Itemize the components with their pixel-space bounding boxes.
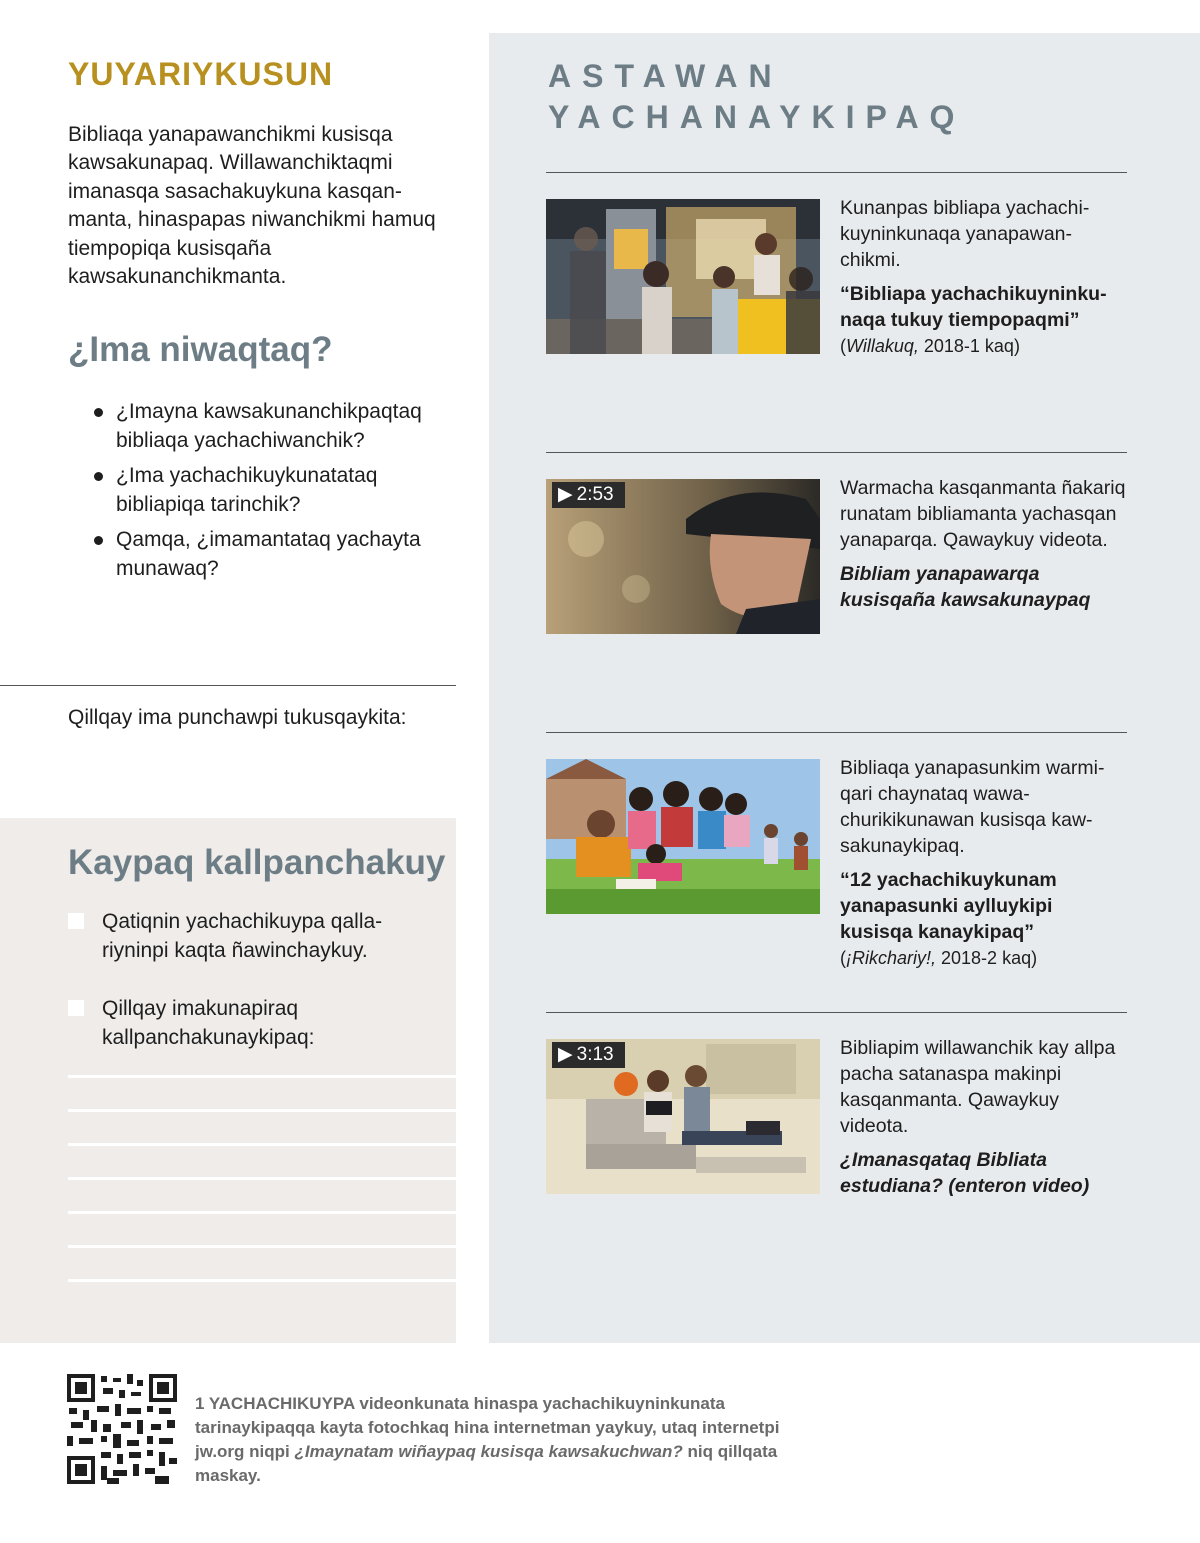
resource-item <box>840 475 1130 613</box>
resource-description: Warmacha kasqanmanta ñakariq runatam bibliamanta yachasqan yanaparqa. Qawaykuy videota. <box>840 477 1126 551</box>
resource-source <box>840 333 1130 359</box>
writing-lines[interactable] <box>68 1075 456 1313</box>
issue: 2018-2 kaq) <box>936 948 1038 968</box>
goal-task[interactable] <box>68 994 448 1052</box>
divider <box>546 452 1127 453</box>
resource-description: Bibliaqa yanapasunkim warmi-qari chaynataq wawa-churikikunawan kusisqa kaw-sakunaykipaq. <box>840 757 1105 857</box>
bullet-icon <box>94 536 103 545</box>
divider <box>546 732 1127 733</box>
completion-date-label: Qillqay ima punchawpi tukusqaykita: <box>68 706 407 729</box>
more-heading-line: ASTAWAN <box>548 58 783 94</box>
writing-line[interactable] <box>68 1109 456 1112</box>
resource-title-link[interactable]: “Bibliapa yachachikuyninku-naqa tukuy tiempopaqmi” <box>840 283 1107 331</box>
play-icon: ▶ <box>558 484 573 505</box>
video-thumbnail[interactable] <box>546 1039 820 1194</box>
question-text: ¿Ima yachachikuykunatataq bibliapiqa tarinchik? <box>116 464 378 516</box>
review-heading: YUYARIYKUSUN <box>68 56 334 92</box>
family-photo[interactable] <box>546 759 820 914</box>
writing-line[interactable] <box>68 1177 456 1180</box>
divider <box>546 1012 1127 1013</box>
video-thumbnail[interactable] <box>546 479 820 634</box>
resource-item <box>840 195 1130 359</box>
issue: 2018-1 kaq) <box>918 336 1020 356</box>
writing-line[interactable] <box>68 1143 456 1146</box>
goal-task[interactable] <box>68 907 448 965</box>
resource-title-link[interactable]: ¿Imanasqataq Bibliata estudiana? (enteron video) <box>840 1149 1090 1197</box>
goal-heading: Kaypaq kallpanchakuy <box>68 843 446 882</box>
bullet-icon <box>94 408 103 417</box>
train-station-photo[interactable] <box>546 199 820 354</box>
resource-item <box>840 755 1130 971</box>
footer-italic-text: ¿Imaynatam wiñaypaq kusisqa kawsakuchwan? <box>294 1442 683 1461</box>
resource-source <box>840 945 1130 971</box>
writing-line[interactable] <box>68 1211 456 1214</box>
paren: ( <box>840 948 846 968</box>
resource-title-link[interactable]: “12 yachachikuykunam yanapasunki aylluykipi kusisqa kanaykipaq” <box>840 869 1057 943</box>
video-duration-badge <box>552 482 625 508</box>
resource-item <box>840 1035 1130 1199</box>
footer-text: niq qillqata maskay. <box>195 1442 778 1485</box>
qr-code[interactable] <box>67 1374 177 1484</box>
checkbox-icon[interactable] <box>68 913 84 929</box>
writing-line[interactable] <box>68 1279 456 1282</box>
play-icon: ▶ <box>558 1044 573 1065</box>
question-item <box>90 462 460 519</box>
publication-name: Willakuq, <box>846 336 919 356</box>
footer-note <box>195 1392 815 1488</box>
duration-text: 2:53 <box>576 484 614 505</box>
publication-name: ¡Rikchariy!, <box>846 948 937 968</box>
question-text: Qamqa, ¿imamantataq yachayta munawaq? <box>116 528 421 580</box>
paren: ( <box>840 336 846 356</box>
writing-line[interactable] <box>68 1245 456 1248</box>
resource-description: Bibliapim willawanchik kay allpa pacha satanaspa makinpi kasqanmanta. Qawaykuy videota. <box>840 1037 1116 1137</box>
review-paragraph: Bibliaqa yanapawanchikmi kusisqa kawsakunapaq. Willawanchiktaqmi imanasqa sasachakuykuna kasqan-manta, hinaspapas niwanchikmi hamuq tiempopiqa kusisqaña kawsakunanchikmanta. <box>68 123 436 289</box>
bullet-icon <box>94 472 103 481</box>
checkbox-icon[interactable] <box>68 1000 84 1016</box>
more-heading <box>548 56 965 138</box>
resource-title-link[interactable]: Bibliam yanapawarqa kusisqaña kawsakunaypaq <box>840 563 1091 611</box>
video-duration-badge <box>552 1042 625 1068</box>
duration-text: 3:13 <box>576 1044 614 1065</box>
question-text: ¿Imayna kawsakunanchikpaqtaq bibliaqa yachachiwanchik? <box>116 400 422 452</box>
footer-text: 1 YACHACHIKUYPA videonkunata hinaspa yachachikuyninkunata tarinaykipaqqa kayta fotochkaq hina internetman yaykuy, utaq internetpi jw.org niqpi <box>195 1394 780 1461</box>
divider <box>546 172 1127 173</box>
questions-list <box>90 398 460 590</box>
question-item <box>90 526 460 583</box>
goal-task-text: Qillqay imakunapiraq kallpanchakunaykipaq: <box>102 997 315 1049</box>
writing-line[interactable] <box>68 1075 456 1078</box>
resource-description: Kunanpas bibliapa yachachi-kuyninkunaqa yanapawan-chikmi. <box>840 197 1090 271</box>
goal-task-text: Qatiqnin yachachikuypa qalla-riyninpi kaqta ñawinchaykuy. <box>102 910 383 962</box>
divider <box>0 685 456 686</box>
more-heading-line: YACHANAYKIPAQ <box>548 99 966 135</box>
questions-heading: ¿Ima niwaqtaq? <box>68 330 333 369</box>
question-item <box>90 398 460 455</box>
